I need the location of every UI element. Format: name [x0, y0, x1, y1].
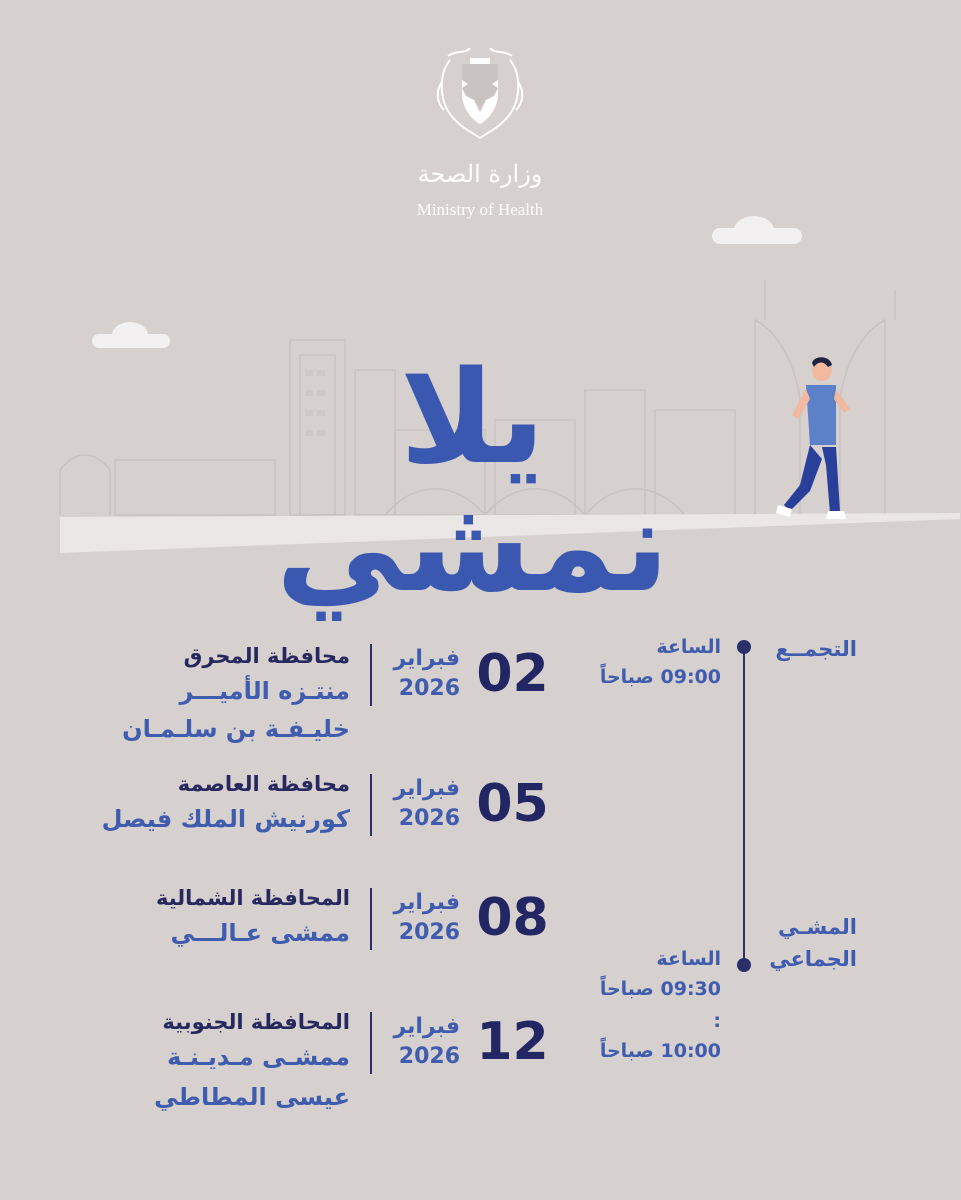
- gathering-title: التجمــع: [775, 637, 857, 661]
- venue-line: كورنيش الملك فيصل: [101, 805, 350, 833]
- divider: [370, 888, 372, 950]
- walk-end-time: 10:00 صباحاً: [599, 1040, 721, 1062]
- walk-label: الساعة: [656, 948, 721, 970]
- walk-title: الجماعي: [769, 947, 857, 971]
- cloud-icon: [712, 216, 802, 244]
- event-year: 2026: [398, 806, 460, 831]
- venue-line: خليـفـة بن سلـمـان: [122, 715, 350, 743]
- event-day: 05: [476, 774, 549, 834]
- event-month: فبراير: [393, 646, 460, 671]
- hero-title: يلا نمشي: [275, 344, 670, 621]
- event-year: 2026: [398, 920, 460, 945]
- venue-line: ممشـى مـديـنـة: [167, 1043, 350, 1071]
- runner-illustration: [770, 355, 860, 525]
- divider: [370, 774, 372, 836]
- walk-separator: :: [713, 1010, 721, 1032]
- ministry-name-arabic: وزارة الصحة: [417, 160, 543, 188]
- governorate-label: محافظة المحرق: [183, 644, 350, 668]
- walk-title: المشـي: [778, 915, 857, 939]
- divider: [370, 1012, 372, 1074]
- ministry-name-english: Ministry of Health: [416, 200, 544, 219]
- venue-line: عيسى المطاطي: [154, 1083, 350, 1111]
- venue-line: ممشى عـالـــي: [170, 919, 350, 947]
- event-year: 2026: [398, 1044, 460, 1069]
- gathering-label: الساعة: [656, 636, 721, 658]
- gathering-time: 09:00 صباحاً: [599, 666, 721, 688]
- event-month: فبراير: [393, 776, 460, 801]
- event-day: 08: [476, 888, 549, 948]
- emblem-icon: [430, 42, 530, 142]
- event-day: 02: [476, 644, 549, 704]
- event-day: 12: [476, 1012, 549, 1072]
- event-row: [0, 770, 961, 840]
- event-year: 2026: [398, 676, 460, 701]
- governorate-label: المحافظة الجنوبية: [162, 1010, 350, 1034]
- venue-line: منتـزه الأميـــر: [179, 677, 350, 705]
- governorate-label: محافظة العاصمة: [177, 772, 350, 796]
- governorate-label: المحافظة الشمالية: [155, 886, 350, 910]
- event-row: [0, 1008, 961, 1118]
- walk-start-time: 09:30 صباحاً: [599, 978, 721, 1000]
- divider: [370, 644, 372, 706]
- event-month: فبراير: [393, 1014, 460, 1039]
- event-month: فبراير: [393, 890, 460, 915]
